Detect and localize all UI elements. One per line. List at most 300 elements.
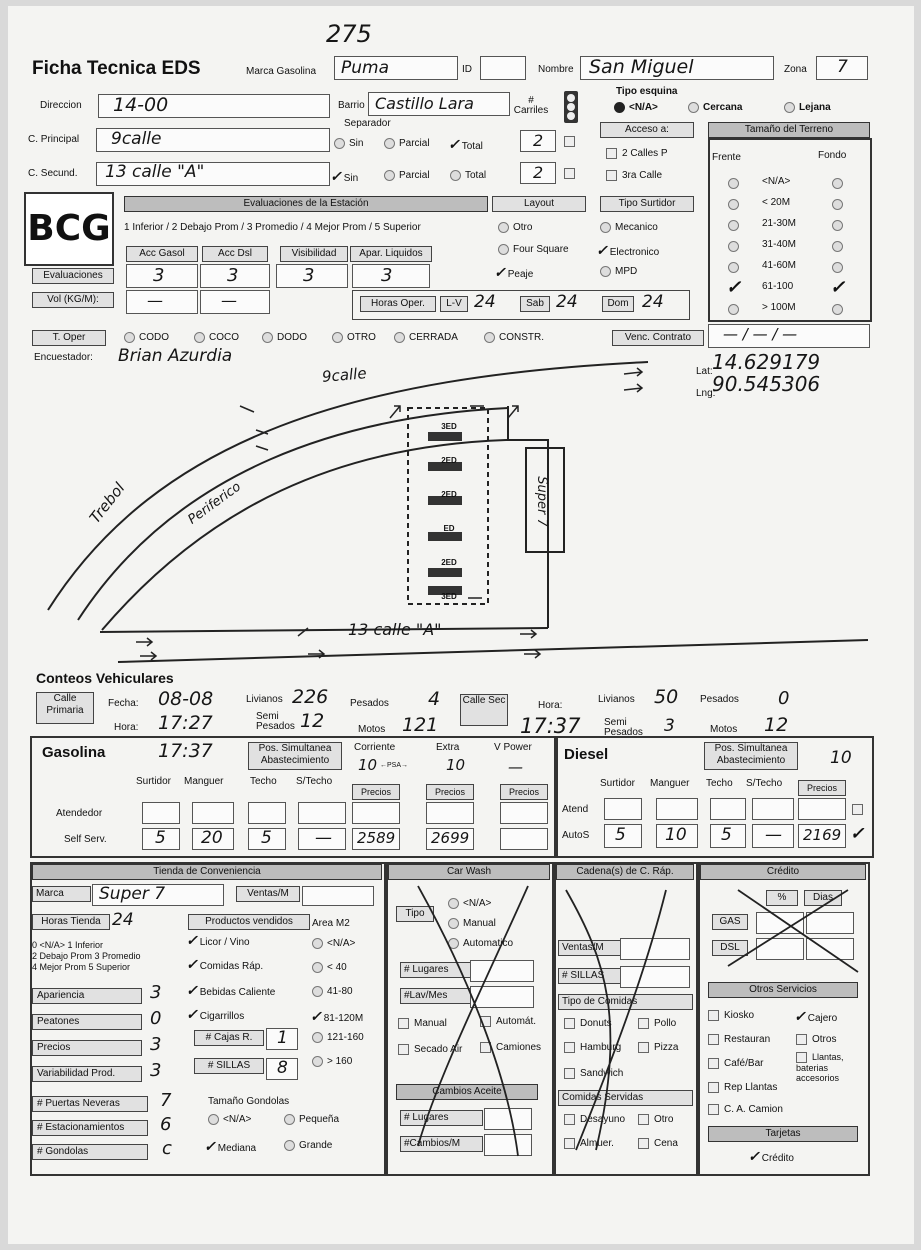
variabilidad-button[interactable]: Variabilidad Prod. (32, 1066, 142, 1082)
carwash-chk-manual[interactable]: Manual (398, 1018, 447, 1029)
comida-hamburg[interactable]: Hamburg (564, 1042, 621, 1053)
radio-icon[interactable] (832, 220, 843, 231)
apar-liquidos-button[interactable]: Apar. Liquidos (350, 246, 432, 262)
horas-tienda-button[interactable]: Horas Tienda (32, 914, 110, 930)
checkmark-icon: ✓ (186, 1006, 198, 1022)
radio-icon (688, 102, 699, 113)
id-field[interactable] (480, 56, 526, 80)
radio-icon[interactable] (832, 262, 843, 273)
zona-label: Zona (784, 64, 807, 75)
area-label: Area M2 (312, 918, 350, 929)
acceso-2calles[interactable]: 2 Calles P (606, 148, 668, 159)
carwash-chk-camiones[interactable]: Camiones (480, 1042, 541, 1053)
servicio-rep-llantas[interactable]: Rep Llantas (708, 1082, 777, 1093)
ventas-m-button[interactable]: Ventas/M (236, 886, 300, 902)
tarjeta-credito[interactable]: ✓ Crédito (748, 1148, 794, 1164)
radio-icon[interactable] (728, 178, 739, 189)
cadena-sillas-button[interactable]: # SILLAS (558, 968, 621, 984)
checkbox-icon (796, 1034, 807, 1045)
surtidor-electronico[interactable]: ✓ Electronico (596, 242, 660, 258)
secundaria-carriles-field[interactable]: 2 (520, 162, 556, 184)
t-oper-button[interactable]: T. Oper (32, 330, 106, 346)
tipo-comidas-button[interactable]: Tipo de Comidas (558, 994, 693, 1010)
dom-value: 24 (642, 292, 664, 312)
radio-icon (334, 138, 345, 149)
esquina-na[interactable]: <N/A> (614, 102, 658, 113)
radio-icon (312, 1056, 323, 1067)
terreno-options: <N/A> < 20M 21-30M 31-40M 41-60M ✓ 61-100 ✓ > 100M (726, 176, 846, 313)
layout-peaje[interactable]: ✓ Peaje (494, 264, 534, 280)
estacionamientos-value: 6 (160, 1114, 172, 1135)
hora-label: Hora: (114, 722, 139, 733)
area-160[interactable]: > 160 (312, 1056, 352, 1067)
carwash-chk-automat[interactable]: Automát. (480, 1016, 536, 1027)
servicio-kiosko[interactable]: Kiosko (708, 1010, 754, 1021)
radio-icon (284, 1140, 295, 1151)
producto-bebidas[interactable]: ✓ Bebidas Caliente (186, 982, 276, 998)
cadena-ventas-button[interactable]: Ventas/M (558, 940, 621, 956)
atend-precio-3[interactable] (500, 802, 548, 824)
area-121-160[interactable]: 121-160 (312, 1032, 364, 1043)
cajas-field[interactable]: 1 (266, 1028, 298, 1050)
layout-button[interactable]: Layout (492, 196, 586, 212)
apariencia-button[interactable]: Apariencia (32, 988, 142, 1004)
peatones-button[interactable]: Peatones (32, 1014, 142, 1030)
street-label-top: 9calle (321, 364, 368, 386)
cadena-crossout (556, 880, 692, 1170)
aceite-lugares-button[interactable]: # Lugares (400, 1110, 483, 1126)
pesados-value: 4 (428, 688, 441, 710)
diesel-atend-precio[interactable] (798, 798, 846, 820)
oper-coco[interactable]: COCO (194, 332, 239, 343)
secundaria-label: C. Secund. (28, 168, 78, 179)
radio-icon[interactable] (728, 304, 739, 315)
carwash-manual[interactable]: Manual (448, 918, 496, 929)
secundaria-total[interactable]: Total (450, 170, 486, 181)
tienda-title: Tienda de Conveniencia (32, 864, 382, 880)
visibilidad-value[interactable]: 3 (276, 264, 348, 288)
atend-precio-2[interactable] (426, 802, 474, 824)
calle-primaria-button[interactable]: Calle Primaria (36, 692, 94, 724)
calle-sec-button[interactable]: Calle Sec (460, 694, 508, 726)
checkmark-icon: ✓ (494, 264, 506, 280)
road-edge-outer (48, 362, 648, 610)
nombre-label: Nombre (538, 64, 574, 75)
producto-comidas[interactable]: ✓ Comidas Ráp. (186, 956, 264, 972)
gondola-mediana[interactable]: ✓ Mediana (204, 1138, 257, 1154)
radio-icon (498, 244, 509, 255)
tipo-surtidor-button[interactable]: Tipo Surtidor (600, 196, 694, 212)
evaluaciones-scale: 1 Inferior / 2 Debajo Prom / 3 Promedio / 4 Mejor Prom / 5 Superior (124, 222, 421, 233)
servicio-cafe[interactable]: Café/Bar (708, 1058, 763, 1069)
tienda-marca-field[interactable]: Super 7 (92, 884, 224, 906)
precios-tienda-button[interactable]: Precios (32, 1040, 142, 1056)
gondolas-value: c (162, 1138, 172, 1159)
checkmark-icon: ✓ (448, 136, 460, 152)
self-surtidor[interactable]: 5 (142, 828, 180, 850)
producto-cigarrillos[interactable]: ✓ Cigarrillos (186, 1006, 245, 1022)
motos-value: 121 (402, 714, 439, 736)
self-stecho[interactable]: — (298, 828, 346, 850)
checkmark-icon: ✓ (186, 982, 198, 998)
diesel-surtidor-col: Surtidor (600, 778, 636, 789)
gasolina-pos-button[interactable]: Pos. Simultanea Abastecimiento (248, 742, 342, 770)
visibilidad-button[interactable]: Visibilidad (280, 246, 348, 262)
hora-value: 17:27 (158, 712, 213, 734)
servida-cena[interactable]: Cena (638, 1138, 678, 1149)
document-number: 275 (326, 20, 372, 48)
manguer-col: Manguer (184, 776, 224, 787)
venc-contrato-field[interactable]: — / — / — (708, 324, 870, 348)
diesel-atend-manguer[interactable] (656, 798, 698, 820)
frente-label: Frente (712, 152, 741, 163)
tienda-scale: 0 <N/A> 1 Inferior 2 Debajo Prom 3 Promedio 4 Mejor Prom 5 Superior (32, 940, 141, 972)
radio-icon[interactable] (832, 178, 843, 189)
gondola-grande[interactable]: Grande (284, 1140, 332, 1151)
evaluaciones-button[interactable]: Evaluaciones (32, 268, 114, 284)
lat-label: Lat: (696, 366, 713, 377)
diesel-techo-col: Techo (706, 778, 733, 789)
diesel-atend-techo[interactable] (710, 798, 746, 820)
esquina-cercana[interactable]: Cercana (688, 102, 742, 113)
self-serv-label: Self Serv. (64, 834, 107, 845)
atend-techo[interactable] (248, 802, 286, 824)
livianos2-value: 50 (654, 686, 679, 708)
atendedor-label: Atendedor (56, 808, 103, 819)
comida-pizza[interactable]: Pizza (638, 1042, 678, 1053)
venc-contrato-button[interactable]: Venc. Contrato (612, 330, 704, 346)
street-label-left: Trebol (85, 479, 129, 527)
principal-carriles-field[interactable]: 2 (520, 130, 556, 152)
principal-sin[interactable]: Sin (334, 138, 363, 149)
diesel-stecho-col: S/Techo (746, 778, 783, 789)
surtidor-mpd[interactable]: MPD (600, 266, 637, 277)
checkbox-icon (708, 1010, 719, 1021)
sillas-field[interactable]: 8 (266, 1058, 298, 1080)
variabilidad-value: 3 (150, 1060, 162, 1081)
precios-tienda-value: 3 (150, 1034, 162, 1055)
radio-icon (614, 102, 625, 113)
carwash-title: Car Wash (388, 864, 550, 880)
principal-parcial[interactable]: Parcial (384, 138, 430, 149)
lat-value: 14.629179 (712, 350, 821, 374)
esquina-lejana[interactable]: Lejana (784, 102, 831, 113)
acc-gasol-value[interactable]: 3 (126, 264, 198, 288)
diesel-pos-value: 10 (830, 748, 852, 768)
lv-value: 24 (474, 292, 496, 312)
sillas-button[interactable]: # SILLAS (194, 1058, 264, 1074)
semi-label: Semi Pesados (256, 711, 295, 732)
carwash-na[interactable]: <N/A> (448, 898, 491, 909)
gondola-pequena[interactable]: Pequeña (284, 1114, 339, 1125)
checkmark-icon[interactable]: ✓ (726, 277, 742, 297)
radio-icon[interactable] (728, 262, 739, 273)
diesel-autos-surtidor[interactable]: 5 (604, 824, 642, 848)
fecha-value: 08-08 (158, 688, 214, 710)
self-techo[interactable]: 5 (248, 828, 286, 850)
diesel-atend-label: Atend (562, 804, 589, 815)
secundaria-parcial[interactable]: Parcial (384, 170, 430, 181)
pesados2-value: 0 (778, 688, 790, 709)
radio-icon[interactable] (728, 220, 739, 231)
techo-col: Techo (250, 776, 277, 787)
radio-icon (600, 222, 611, 233)
radio-icon (312, 1032, 323, 1043)
self-precio-1[interactable]: 2589 (352, 828, 400, 850)
evaluaciones-title: Evaluaciones de la Estación (124, 196, 488, 212)
radio-icon (284, 1114, 295, 1125)
servida-almuer[interactable]: Almuer. (564, 1138, 614, 1149)
area-na[interactable]: <N/A> (312, 938, 355, 949)
radio-icon[interactable] (728, 199, 739, 210)
separador-label: Separador (344, 118, 391, 129)
comida-pollo[interactable]: Pollo (638, 1018, 676, 1029)
radio-icon (600, 266, 611, 277)
motos2-label: Motos (710, 724, 738, 735)
self-precio-2[interactable]: 2699 (426, 828, 474, 850)
radio-icon (498, 222, 509, 233)
acceso-button[interactable]: Acceso a: (600, 122, 694, 138)
credito-title: Crédito (700, 864, 866, 880)
diesel-atend-surtidor[interactable] (604, 798, 642, 820)
zona-field[interactable]: 7 (816, 56, 868, 80)
cadena-title: Cadena(s) de C. Ráp. (556, 864, 694, 880)
servida-desayuno[interactable]: Desayuno (564, 1114, 625, 1125)
checkbox-icon (708, 1058, 719, 1069)
semi2-value: 3 (664, 716, 675, 736)
barrio-field[interactable]: Castillo Lara (368, 92, 510, 116)
acc-dsl-value[interactable]: 3 (200, 264, 270, 288)
tipo-esquina-label: Tipo esquina (616, 86, 678, 97)
id-label: ID (462, 64, 472, 75)
marca-field[interactable]: Puma (334, 56, 458, 80)
cambios-aceite-title[interactable]: Cambios Aceite (396, 1084, 538, 1100)
principal-chk[interactable] (564, 136, 575, 147)
corriente-label: Corriente (354, 742, 396, 753)
livianos-label: Livianos (246, 694, 283, 705)
traffic-light-icon (560, 90, 582, 124)
radio-icon[interactable] (832, 199, 843, 210)
diesel-autos-techo[interactable]: 5 (710, 824, 746, 848)
carwash-auto[interactable]: Automatico (448, 938, 513, 949)
self-precio-3[interactable] (500, 828, 548, 850)
pct-button[interactable]: % (766, 890, 798, 906)
checkbox-icon (606, 148, 617, 159)
terreno-title: Tamaño del Terreno (708, 122, 870, 138)
servicio-cajero[interactable]: ✓ Cajero (794, 1008, 838, 1024)
servicio-ca-camion[interactable]: C. A. Camion (708, 1104, 783, 1115)
precios-btn-3[interactable]: Precios (500, 784, 548, 800)
gas-button[interactable]: GAS (712, 914, 748, 930)
atend-manguer[interactable] (192, 802, 234, 824)
vol-dsl-value[interactable]: — (200, 290, 270, 314)
cajas-button[interactable]: # Cajas R. (194, 1030, 264, 1046)
acc-dsl-button[interactable]: Acc Dsl (202, 246, 268, 262)
acceso-3ra[interactable]: 3ra Calle (606, 170, 662, 181)
diesel-autos-manguer[interactable]: 10 (656, 824, 698, 848)
oper-constr[interactable]: CONSTR. (484, 332, 544, 343)
neveras-button[interactable]: # Puertas Neveras (32, 1096, 148, 1112)
diesel-autos-stecho[interactable]: — (752, 824, 794, 848)
servida-otro[interactable]: Otro (638, 1114, 673, 1125)
tienda-marca-button[interactable]: Marca (32, 886, 91, 902)
checkmark-icon: ✓ (596, 242, 608, 258)
cambios-m-button[interactable]: #Cambios/M (400, 1136, 483, 1152)
fondo-label: Fondo (818, 150, 847, 161)
self-manguer[interactable]: 20 (192, 828, 234, 850)
radio-icon[interactable] (832, 241, 843, 252)
encuestador-label: Encuestador: (34, 352, 93, 363)
semi-value: 12 (300, 710, 325, 732)
extra-count: 10 (446, 756, 466, 774)
servicio-restauran[interactable]: Restauran (708, 1034, 770, 1045)
store-label: Super 7 (533, 476, 549, 527)
principal-total[interactable]: ✓ Total (448, 136, 483, 152)
vol-gasol-value[interactable]: — (126, 290, 198, 314)
surtidor-col: Surtidor (136, 776, 172, 787)
area-81-120[interactable]: ✓ 81-120M (310, 1008, 364, 1024)
neveras-value: 7 (160, 1090, 172, 1111)
principal-label: C. Principal (28, 134, 80, 145)
diesel-manguer-col: Manguer (650, 778, 690, 789)
oper-dodo[interactable]: DODO (262, 332, 307, 343)
diesel-precios-btn[interactable]: Precios (798, 780, 846, 796)
gasolina-title: Gasolina (42, 744, 106, 761)
bcg-logo: BCG (24, 192, 114, 266)
carriles-label: # Carriles (513, 95, 549, 116)
atend-surtidor[interactable] (142, 802, 180, 824)
layout-otro[interactable]: Otro (498, 222, 532, 233)
livianos-value: 226 (292, 686, 329, 708)
radio-icon (384, 170, 395, 181)
radio-icon (312, 986, 323, 997)
atend-stecho[interactable] (298, 802, 346, 824)
dsl-button[interactable]: DSL (712, 940, 748, 956)
diesel-atend-stecho[interactable] (752, 798, 794, 820)
dias-button[interactable]: Dias (804, 890, 842, 906)
apariencia-value: 3 (150, 982, 162, 1003)
credito-crossout (708, 886, 864, 976)
checkmark-icon[interactable]: ✓ (830, 277, 846, 297)
direccion-label: Direccion (40, 100, 82, 111)
road-13calle-lower (118, 640, 868, 662)
vpower-label: V Power (494, 742, 532, 753)
apar-liquidos-value[interactable]: 3 (352, 264, 430, 288)
carwash-tipo-button[interactable]: Tipo (396, 906, 434, 922)
secundaria-sin[interactable]: ✓ Sin (330, 168, 359, 184)
lv-button[interactable]: L-V (440, 296, 468, 312)
dom-button[interactable]: Dom (602, 296, 634, 312)
stecho-col: S/Techo (296, 776, 333, 787)
corriente-count: 10 (358, 756, 378, 774)
layout-four-square[interactable]: Four Square (498, 244, 569, 255)
tamano-gondolas-label: Tamaño Gondolas (208, 1096, 290, 1107)
fecha-label: Fecha: (108, 698, 139, 709)
radio-icon[interactable] (728, 241, 739, 252)
precios-btn-2[interactable]: Precios (426, 784, 474, 800)
lav-mes-button[interactable]: #Lav/Mes (400, 988, 471, 1004)
gondola-na[interactable]: <N/A> (208, 1114, 251, 1125)
oper-cerrada[interactable]: CERRADA (394, 332, 458, 343)
acc-gasol-button[interactable]: Acc Gasol (126, 246, 198, 262)
checkmark-icon[interactable]: ✓ (850, 824, 865, 843)
diesel-pos-button[interactable]: Pos. Simultanea Abastecimiento (704, 742, 798, 770)
atend-precio-1[interactable] (352, 802, 400, 824)
comida-sandwich[interactable]: Sandwich (564, 1068, 623, 1079)
oper-otro[interactable]: OTRO (332, 332, 376, 343)
ventas-m-field[interactable] (302, 886, 374, 906)
radio-icon (784, 102, 795, 113)
sab-button[interactable]: Sab (520, 296, 550, 312)
motos2-value: 12 (764, 714, 789, 736)
secundaria-field[interactable]: 13 calle "A" (96, 162, 330, 186)
nombre-field[interactable]: San Miguel (580, 56, 774, 80)
servicio-llantas[interactable]: Llantas, baterias accesorios (796, 1052, 844, 1084)
pump-labels: 3ED 2ED 2ED ED 2ED 3ED (441, 422, 457, 601)
checkmark-icon: ✓ (794, 1008, 806, 1024)
otros-servicios-title: Otros Servicios (708, 982, 858, 998)
diesel-atend-chk[interactable] (852, 804, 863, 815)
producto-licor[interactable]: ✓ Licor / Vino (186, 932, 250, 948)
pesados2-label: Pesados (700, 694, 739, 705)
pesados-label: Pesados (350, 698, 389, 709)
surtidor-mecanico[interactable]: Mecanico (600, 222, 658, 233)
diesel-autos-precio[interactable]: 2169 (798, 824, 846, 848)
area-41-80[interactable]: 41-80 (312, 986, 353, 997)
road-13calle (100, 628, 548, 632)
oper-codo[interactable]: CODO (124, 332, 169, 343)
horas-oper-button[interactable]: Horas Oper. (360, 296, 436, 312)
marca-label: Marca Gasolina (246, 66, 317, 77)
area-40[interactable]: < 40 (312, 962, 347, 973)
secundaria-chk[interactable] (564, 168, 575, 179)
checkbox-icon (708, 1034, 719, 1045)
carwash-chk-secado[interactable]: Secado Air (398, 1044, 462, 1055)
radio-icon[interactable] (832, 304, 843, 315)
checkbox-icon (708, 1104, 719, 1115)
checkbox-icon (708, 1082, 719, 1093)
radio-icon (312, 962, 323, 973)
horas-tienda-value: 24 (112, 910, 134, 930)
barrio-label: Barrio (338, 100, 365, 111)
psa-note: ←PSA→ (380, 762, 409, 769)
estacionamientos-button[interactable]: # Estacionamientos (32, 1120, 148, 1136)
vol-button[interactable]: Vol (KG/M): (32, 292, 114, 308)
checkbox-icon (796, 1052, 807, 1063)
encuestador-value: Brian Azurdia (118, 346, 233, 366)
principal-field[interactable]: 9calle (96, 128, 330, 152)
comida-donuts[interactable]: Donuts (564, 1018, 612, 1029)
checkmark-icon: ✓ (204, 1138, 216, 1154)
lng-value: 90.545306 (712, 372, 821, 396)
gondolas-button[interactable]: # Gondolas (32, 1144, 148, 1160)
semi2-label: Semi Pesados (604, 717, 643, 738)
servicio-otros[interactable]: Otros (796, 1034, 836, 1045)
tarjetas-title[interactable]: Tarjetas (708, 1126, 858, 1142)
radio-icon (384, 138, 395, 149)
precios-btn-1[interactable]: Precios (352, 784, 400, 800)
hora2-value: 17:37 (520, 714, 581, 738)
checkmark-icon: ✓ (310, 1008, 322, 1024)
lng-label: Lng: (696, 388, 716, 399)
productos-button[interactable]: Productos vendidos (188, 914, 310, 930)
carwash-lugares-button[interactable]: # Lugares (400, 962, 471, 978)
checkbox-icon (606, 170, 617, 181)
comidas-servidas-button[interactable]: Comidas Servidas (558, 1090, 693, 1106)
form-sheet (8, 6, 914, 1244)
checkmark-icon: ✓ (748, 1148, 760, 1164)
direccion-field[interactable]: 14-00 (98, 94, 330, 118)
